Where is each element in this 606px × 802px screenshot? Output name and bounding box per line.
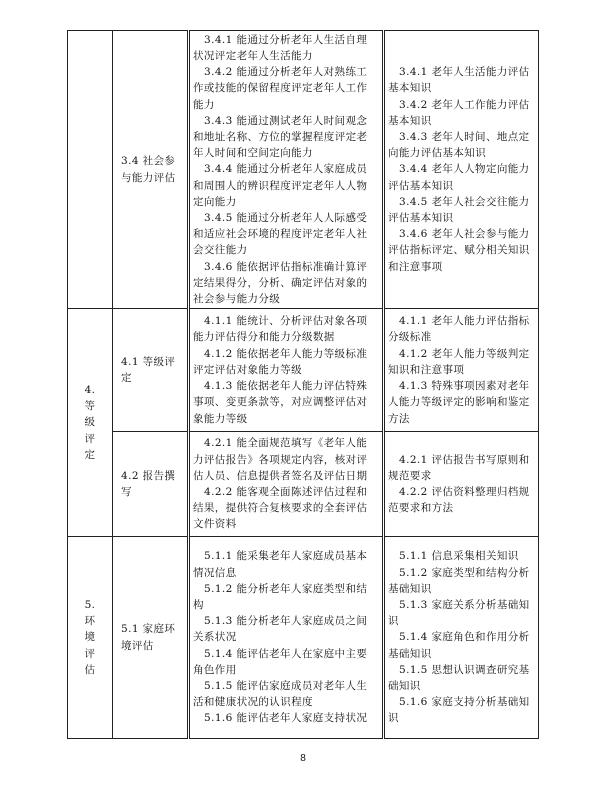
knowledge-requirements-cell xyxy=(384,537,539,739)
table-row xyxy=(68,432,539,537)
skill-item: 4.2.1 能全面规范填写《老年人能力评估报告》各项规定内容，核对评估人员、信息提供者签名及评估日期 xyxy=(193,437,368,482)
skill-item: 3.4.5 能通过分析老年人人际感受和适应社会环境的程度评定老年人社会交往能力 xyxy=(193,212,368,257)
knowledge-item: 3.4.1 老年人生活能力评估基本知识 xyxy=(388,66,530,95)
skill-item: 3.4.3 能通过测试老年人时间观念和地址名称、方位的掌握程度评定老年人时间和空间定向能力 xyxy=(193,114,368,160)
table-row xyxy=(68,309,539,432)
knowledge-item: 3.4.5 老年人社会交往能力评估基本知识 xyxy=(388,195,530,224)
subsection-cell xyxy=(113,432,189,537)
skill-item: 3.4.4 能通过分析老年人家庭成员和周围人的辨识程度评定老年人人物定向能力 xyxy=(193,163,368,208)
knowledge-item: 5.1.2 家庭类型和结构分析基础知识 xyxy=(388,566,530,595)
knowledge-item: 5.1.6 家庭支持分析基础知识 xyxy=(388,696,530,725)
section-label: 5.环境评估 xyxy=(84,598,96,676)
subsection-label: 3.4 社会参与能力评估 xyxy=(121,155,176,184)
skill-requirements-cell xyxy=(189,309,384,432)
skill-item: 4.1.1 能统计、分析评估对象各项能力评估得分和能力分级数据 xyxy=(193,315,368,344)
knowledge-item: 3.4.6 老年人社会参与能力评估指标评定、赋分相关知识和注意事项 xyxy=(388,228,530,273)
subsection-label: 4.2 报告撰写 xyxy=(121,469,176,498)
knowledge-item: 4.1.1 老年人能力评估指标分级标准 xyxy=(388,315,530,344)
skill-requirements-cell xyxy=(189,31,384,309)
knowledge-item: 4.2.1 评估报告书写原则和规范要求 xyxy=(388,453,530,482)
knowledge-item: 4.1.3 特殊事项因素对老年人能力等级评定的影响和鉴定方法 xyxy=(388,380,530,425)
knowledge-item: 5.1.3 家庭关系分析基础知识 xyxy=(388,598,530,628)
skill-item: 4.2.2 能客观全面陈述评估过程和结果，提供符合复核要求的全套评估文件资料 xyxy=(193,486,368,531)
subsection-cell xyxy=(113,537,189,739)
table-row xyxy=(68,31,539,309)
section-cell-empty xyxy=(68,31,113,309)
skill-item: 3.4.2 能通过分析老年人对熟练工作或技能的保留程度评定老年人工作能力 xyxy=(193,66,368,111)
knowledge-requirements-cell xyxy=(384,309,539,432)
skill-item: 5.1.5 能评估家庭成员对老年人生活和健康状况的认识程度 xyxy=(193,680,368,709)
subsection-cell xyxy=(113,309,189,432)
subsection-label: 5.1 家庭环境评估 xyxy=(121,623,176,652)
knowledge-item: 4.1.2 老年人能力等级判定知识和注意事项 xyxy=(388,347,530,376)
skill-item: 3.4.6 能依据评估指标准确计算评定结果得分，分析、确定评估对象的社会参与能力分级 xyxy=(193,260,368,306)
knowledge-item: 5.1.4 家庭角色和作用分析基础知识 xyxy=(388,631,530,660)
skill-item: 5.1.6 能评估老年人家庭支持状况 xyxy=(204,712,368,725)
skill-requirements-cell xyxy=(189,432,384,537)
knowledge-requirements-cell xyxy=(384,31,539,309)
knowledge-item: 4.2.2 评估资料整理归档规范要求和方法 xyxy=(388,486,530,515)
page-number: 8 xyxy=(300,753,306,764)
skill-item: 4.1.3 能依据老年人能力评估特殊事项、变更条款等，对应调整评估对象能力等级 xyxy=(193,380,368,425)
section-cell xyxy=(68,309,113,537)
knowledge-requirements-cell xyxy=(384,432,539,537)
table-row xyxy=(68,537,539,739)
knowledge-item: 3.4.2 老年人工作能力评估基本知识 xyxy=(388,98,530,127)
subsection-cell xyxy=(113,31,189,309)
knowledge-item: 5.1.5 思想认识调查研究基础知识 xyxy=(388,663,530,692)
subsection-label: 4.1 等级评定 xyxy=(121,355,176,384)
knowledge-item: 5.1.1 信息采集相关知识 xyxy=(399,550,519,563)
knowledge-item: 3.4.4 老年人人物定向能力评估基本知识 xyxy=(388,163,530,192)
competency-table xyxy=(67,30,539,739)
skill-item: 5.1.2 能分析老年人家庭类型和结构 xyxy=(193,582,368,611)
skill-item: 5.1.3 能分析老年人家庭成员之间关系状况 xyxy=(193,615,368,644)
skill-item: 5.1.4 能评估老年人在家庭中主要角色作用 xyxy=(193,647,368,676)
skill-item: 3.4.1 能通过分析老年人生活自理状况评定老年人生活能力 xyxy=(193,33,368,62)
skill-item: 5.1.1 能采集老年人家庭成员基本情况信息 xyxy=(193,550,368,579)
section-label: 4.等级评定 xyxy=(84,383,96,461)
skill-requirements-cell xyxy=(189,537,384,739)
knowledge-item: 3.4.3 老年人时间、地点定向能力评估基本知识 xyxy=(388,130,530,160)
skill-item: 4.1.2 能依据老年人能力等级标准评定评估对象能力等级 xyxy=(193,347,368,376)
section-cell xyxy=(68,537,113,739)
